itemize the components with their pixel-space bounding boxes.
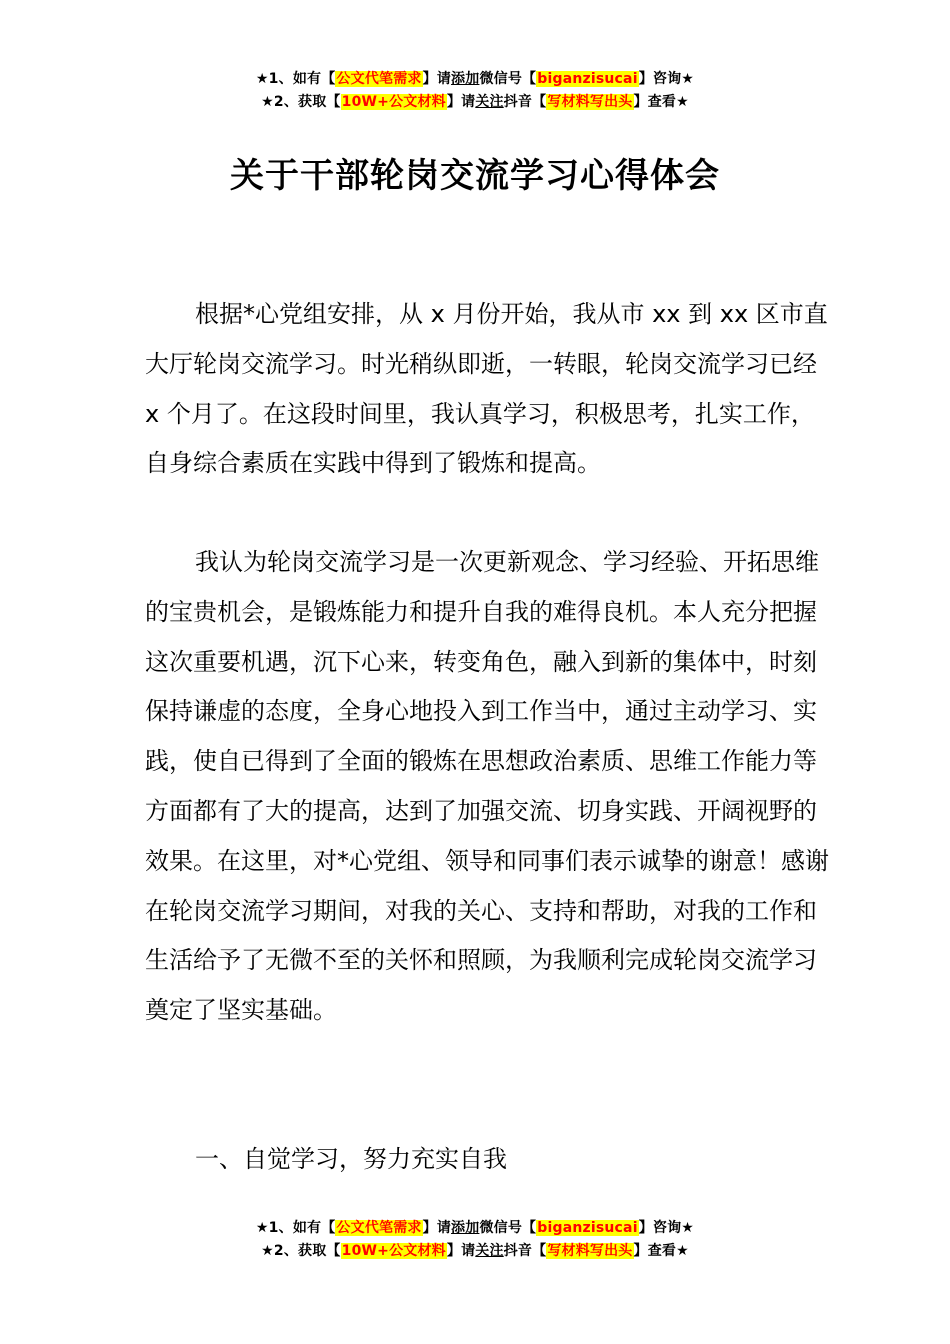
banner-text: 微信号【 [479, 71, 537, 87]
banner-underline: 添加 [451, 71, 480, 87]
section-heading: 一、自觉学习，努力充实自我 [195, 1145, 507, 1173]
banner-text: ★2、获取【 [261, 1243, 341, 1259]
banner-text: 】咨询★ [638, 1220, 695, 1236]
banner-text: 】请 [446, 1243, 476, 1259]
banner-highlight: biganzisucai [537, 71, 638, 87]
banner-text: 】查看★ [633, 1243, 689, 1259]
banner-text: ★1、如有【 [255, 71, 336, 87]
banner-text: 微信号【 [479, 1220, 537, 1236]
banner-underline: 关注 [475, 94, 504, 110]
banner-text: 抖音【 [503, 94, 547, 110]
banner-highlight: biganzisucai [537, 1220, 638, 1236]
banner-highlight: 公文代笔需求 [336, 71, 422, 87]
banner-text: 抖音【 [503, 1243, 547, 1259]
paragraph-2: 我认为轮岗交流学习是一次更新观念、学习经验、开拓思维的宝贵机会，是锻炼能力和提升自我的难得良机。本人充分把握这次重要机遇，沉下心来，转变角色，融入到新的集体中，时刻保持谦虚的态度，全身心地投入到工作当中，通过主动学习、实践，使自已得到了全面的锻炼在思想政治素质、思维工作能力等方面都有了大的提高，达到了加强交流、切身实践、开阔视野的效果。在这里，对*心党组、领导和同事们表示诚挚的谢意！感谢在轮岗交流学习期间，对我的关心、支持和帮助，对我的工作和生活给予了无微不至的关怀和照顾，为我顺利完成轮岗交流学习奠定了坚实基础。 [145, 548, 829, 1025]
banner-text: 】查看★ [633, 94, 689, 110]
banner-highlight: 公文代笔需求 [336, 1220, 422, 1236]
banner-highlight: 10W+公文材料 [341, 1243, 446, 1259]
paragraph-1: 根据*心党组安排，从 x 月份开始，我从市 xx 到 xx 区市直大厅轮岗交流学习。时光稍纵即逝，一转眼，轮岗交流学习已经 x 个月了。在这段时间里，我认真学习，积极思考，扎实工作，自身综合素质在实践中得到了锻炼和提高。 [145, 300, 828, 478]
banner-text: 】请 [446, 94, 476, 110]
banner-underline: 关注 [475, 1243, 504, 1259]
banner-text: 】咨询★ [638, 71, 695, 87]
banner-highlight: 写材料写出头 [547, 1243, 633, 1259]
banner-text: 】请 [422, 71, 452, 87]
banner-highlight: 10W+公文材料 [341, 94, 446, 110]
banner-line-1 [0, 1217, 950, 1240]
banner-line-2 [0, 1240, 950, 1263]
banner-text: 】请 [422, 1220, 452, 1236]
banner-highlight: 写材料写出头 [547, 94, 633, 110]
banner-text: ★1、如有【 [255, 1220, 336, 1236]
banner-line-2 [0, 91, 950, 114]
banner-line-1 [0, 68, 950, 91]
banner-text: ★2、获取【 [261, 94, 341, 110]
document-title: 关于干部轮岗交流学习心得体会 [230, 156, 720, 196]
header-banner [0, 68, 950, 114]
banner-underline: 添加 [451, 1220, 480, 1236]
footer-banner [0, 1217, 950, 1263]
